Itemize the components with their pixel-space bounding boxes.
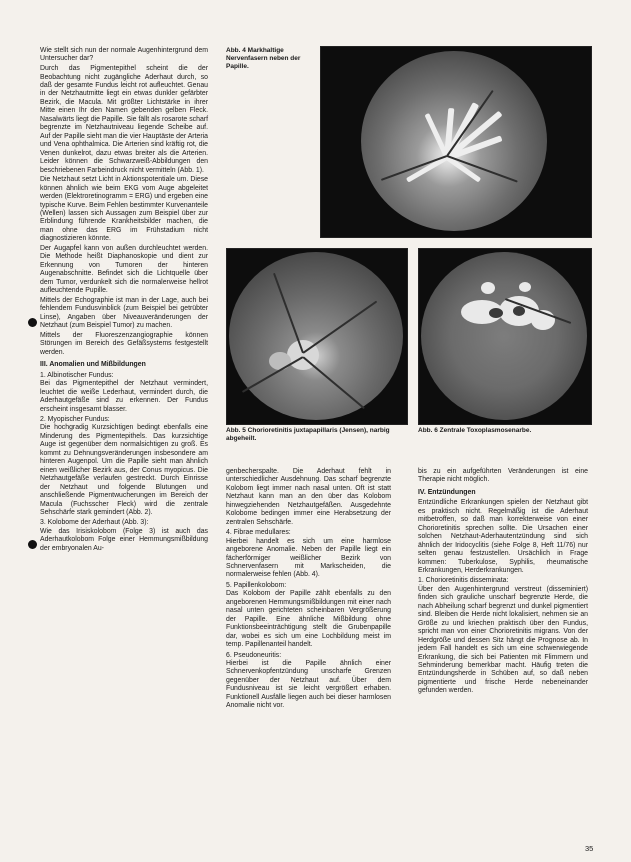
item-text: Über den Augenhintergrund verstreut (disseminiert) finden sich grauliche unscharf begrenzte Herde, die nach Abheilung scharf begrenzt und dunkel pigmentiert sind. Bleiben die Herde nicht lokalisiert, nehmen sie an Größe zu und kriechen praktisch über den Fundus, spricht man von einer Chorioretinitis migrans. Von der Herdgröße und dessen Sitz hängt die Prognose ab. In jedem Fall handelt es sich um eine schwerwiegende Erkrankung, die sich bei Patienten mit Flimmern und Sehminderung bemerkbar macht. Häufig treten die Entzündungsherde in Schüben auf, so daß neben pigmentierte und frische Herde nebeneinander gefunden werden.	[418, 585, 588, 695]
item-heading: 2. Myopischer Fundus:	[40, 415, 110, 423]
fundus-photo-chorioretinitis	[226, 248, 408, 425]
paragraph: Durch das Pigmentepithel scheint die der Beobachtung nicht zugängliche Aderhaut durch, so daß der gesamte Fundus leicht rot aufleuchtet. Genau in der Netzhautmitte liegt ein etwas dunkler gefärbter Bezirk, die Macula. Mit größter Lichtstärke in ihrer Mitte einen Ihr den Namen gebenden gelben Fleck. Nasalwärts liegt die Papille. Sie fällt als rosarote scharf begrenzte im Netzhautniveau liegende Scheibe auf. Auf der Papille sieht man die vier Hauptäste der Arteria und Vena ophthalmica. Die Arterien sind kräftig rot, die Venen dunkelrot, dazu etwas breiter als die Arterien. Leider können die Schwarzweiß-Abbildungen den beschriebenen Farbeindruck nicht vermitteln (Abb. 1).	[40, 65, 208, 174]
item-heading: 6. Pseudoneuritis:	[226, 651, 282, 659]
paragraph: Wie stellt sich nun der normale Augenhintergrund dem Untersucher dar?	[40, 47, 208, 63]
left-text-column	[40, 47, 208, 554]
scar-patch	[269, 352, 291, 370]
fundus-image	[421, 252, 587, 420]
page-number: 35	[585, 844, 594, 853]
item-text: Wie das Irisiskolobom (Folge 3) ist auch das Aderhautkolobom Folge einer Hemmungsmißbildung der embryonalen Au-	[40, 527, 208, 552]
retinal-vessel	[273, 273, 304, 354]
margin-bullet	[28, 540, 37, 549]
pigment-spot	[513, 306, 525, 316]
paragraph: Mittels der Echographie ist man in der Lage, auch bei fehlendem Fundusvinblick (zum Beispiel bei getrübter Linse), Angaben über Niveauveränderungen der Netzhaut (zum Beispiel Tumor) zu machen.	[40, 296, 208, 330]
figure-caption-6: Abb. 6 Zentrale Toxoplasmosenarbe.	[418, 427, 532, 434]
item-text: Die hochgradig Kurzsichtigen bedingt ebenfalls eine Minderung des Pigmentepithels. Das kurzsichtige Auge ist gegenüber dem normalsichtigen zu groß. Es kommt zu Dehnungsveränderungen insbesondere am hinteren Augenpol. Um die Papille sieht man ähnlich einen weißlicher Bezirk aus, der Conus myopicus. Die Netzhautgefäße verlaufen gestreckt. Durch Einrisse der Netzhaut und folgende Blutungen und anschließende Pigmentwucherungen im Bereich der Macula (Fuchsscher Fleck) wird die zentrale Sehschärfe stark gemindert (Abb. 2).	[40, 424, 208, 516]
retinal-vessel	[302, 356, 365, 409]
item-heading: 1. Albinotischer Fundus:	[40, 371, 114, 379]
item-text: Hierbei handelt es sich um eine harmlose angeborene Anomalie. Neben der Papille liegt ein fächerförmiger weißlicher Bezirk von Schnervenfasern mit Markscheiden, die normalerweise fehlen (Abb. 4).	[226, 537, 391, 579]
figure-caption-4: Abb. 4 Markhaltige Nervenfasern neben der Papille.	[226, 47, 301, 70]
item-text: Hierbei ist die Papille ähnlich einer Schnervenkopfentzündung unscharfe Grenzen gegenüber der Netzhaut auf. Über dem Fundusniveau ist sie leicht vergrößert erhaben. Funktionell Ausfälle liegen auch bei dieser harmlosen Anomalie nicht vor.	[226, 659, 391, 710]
retinal-vessel	[302, 301, 377, 354]
fundus-image	[229, 252, 403, 420]
margin-bullet	[28, 318, 37, 327]
item-heading: 5. Papillenkolobom:	[226, 581, 287, 589]
item-heading: 4. Fibrae medullares:	[226, 529, 291, 537]
section-heading: III. Anomalien und Mißbildungen	[40, 361, 146, 369]
retinal-vessel	[447, 155, 518, 183]
paragraph: genbecherspalte. Die Aderhaut fehlt in unterschiedlicher Ausdehnung. Das scharf begrenzte Kolobom liegt immer nach nasal unten. Oft ist statt Netzhaut kann man an den über das Kolobom hinwegziehenden Netzhautgefäßen. Ausgedehnte Kolobome bedingen immer eine Herabsetzung der zentralen Sehschärfe.	[226, 468, 391, 526]
paragraph: bis zu ein aufgeführten Veränderungen ist eine Therapie nicht möglich.	[418, 468, 588, 484]
nerve-fiber-patch	[446, 155, 482, 182]
right-text-column	[418, 468, 588, 697]
item-text: Das Kolobom der Papille zählt ebenfalls zu den angeborenen Hemmungsmißbildungen mit einer nach nasal unten gerichteten scheinbaren Vergrößerung der Papille. Eine ähnliche Mißbildung ohne Funktionsbeeinträchtigung stellt die Grubenpapille dar, wobei es sich um eine Lochbildung meist im temp. Papillenanteil handelt.	[226, 590, 391, 649]
fundus-photo-toxoplasmosis	[418, 248, 592, 425]
paragraph: Die Netzhaut setzt Licht in Aktionspotentiale um. Diese können ähnlich wie beim EKG vom Auge abgeleitet werden (Elektroretinogramm = ERG) und ergeben eine typische Kurve. Beim Fehlen bestimmter Kurvenanteile (Wellen) lassen sich Aussagen zum Beispiel über zur Erblindung führende Krankheitsbilder machen, die man ohne das ERG im Frühstadium nicht diagnostizieren könnte.	[40, 176, 208, 243]
item-text: Bei das Pigmentepithel der Netzhaut vermindert, leuchtet die weiße Lederhaut, vermindert durch, die Aderhautgefäße sind zu erkennen. Der Fundus erscheint insgesamt blasser.	[40, 380, 208, 413]
paragraph: Mittels der Fluoreszenzangiographie können Störungen im Bereich des Gefäßsystems festgestellt werden.	[40, 331, 208, 356]
scar-patch	[519, 282, 531, 292]
scar-patch	[481, 282, 495, 294]
pigment-spot	[489, 308, 503, 318]
fundus-photo-medullated-fibers	[320, 46, 592, 238]
paragraph: Der Augapfel kann von außen durchleuchtet werden. Die Methode heißt Diaphanoskopie und dient zur Erkennung von Tumoren der hinteren Augenabschnitte. Befindet sich die Lichtquelle über dem Tumor, verdunkelt sich die normalerweise hellrot aufleuchtende Pupille.	[40, 244, 208, 295]
item-heading: 3. Kolobome der Aderhaut (Abb. 3):	[40, 519, 149, 527]
fundus-image	[361, 51, 547, 231]
section-heading: IV. Entzündungen	[418, 488, 476, 496]
section-text: Entzündliche Erkrankungen spielen der Netzhaut gibt es praktisch nicht. Regelmäßig ist die Aderhaut mitbetroffen, so daß man korrekterweise von einer Chorioretinitis sprechen sollte. Die Ursachen einer solchen Netzhaut-Aderhautentzündung sind sich ähnlich der Iridocyclitis (siehe Folge 8, Heft 11/76) nur selten genau festzustellen. Ursächlich in Frage kommen: Tuberkulose, Syphilis, rheumatische Erkrankungen, Herderkrankungen.	[418, 499, 588, 574]
item-heading: 1. Chorioretinitis disseminata:	[418, 577, 509, 585]
figure-caption-5: Abb. 5 Chorioretinitis juxtapapillaris (Jensen), narbig abgeheilt.	[226, 427, 390, 442]
middle-text-column	[226, 468, 391, 712]
